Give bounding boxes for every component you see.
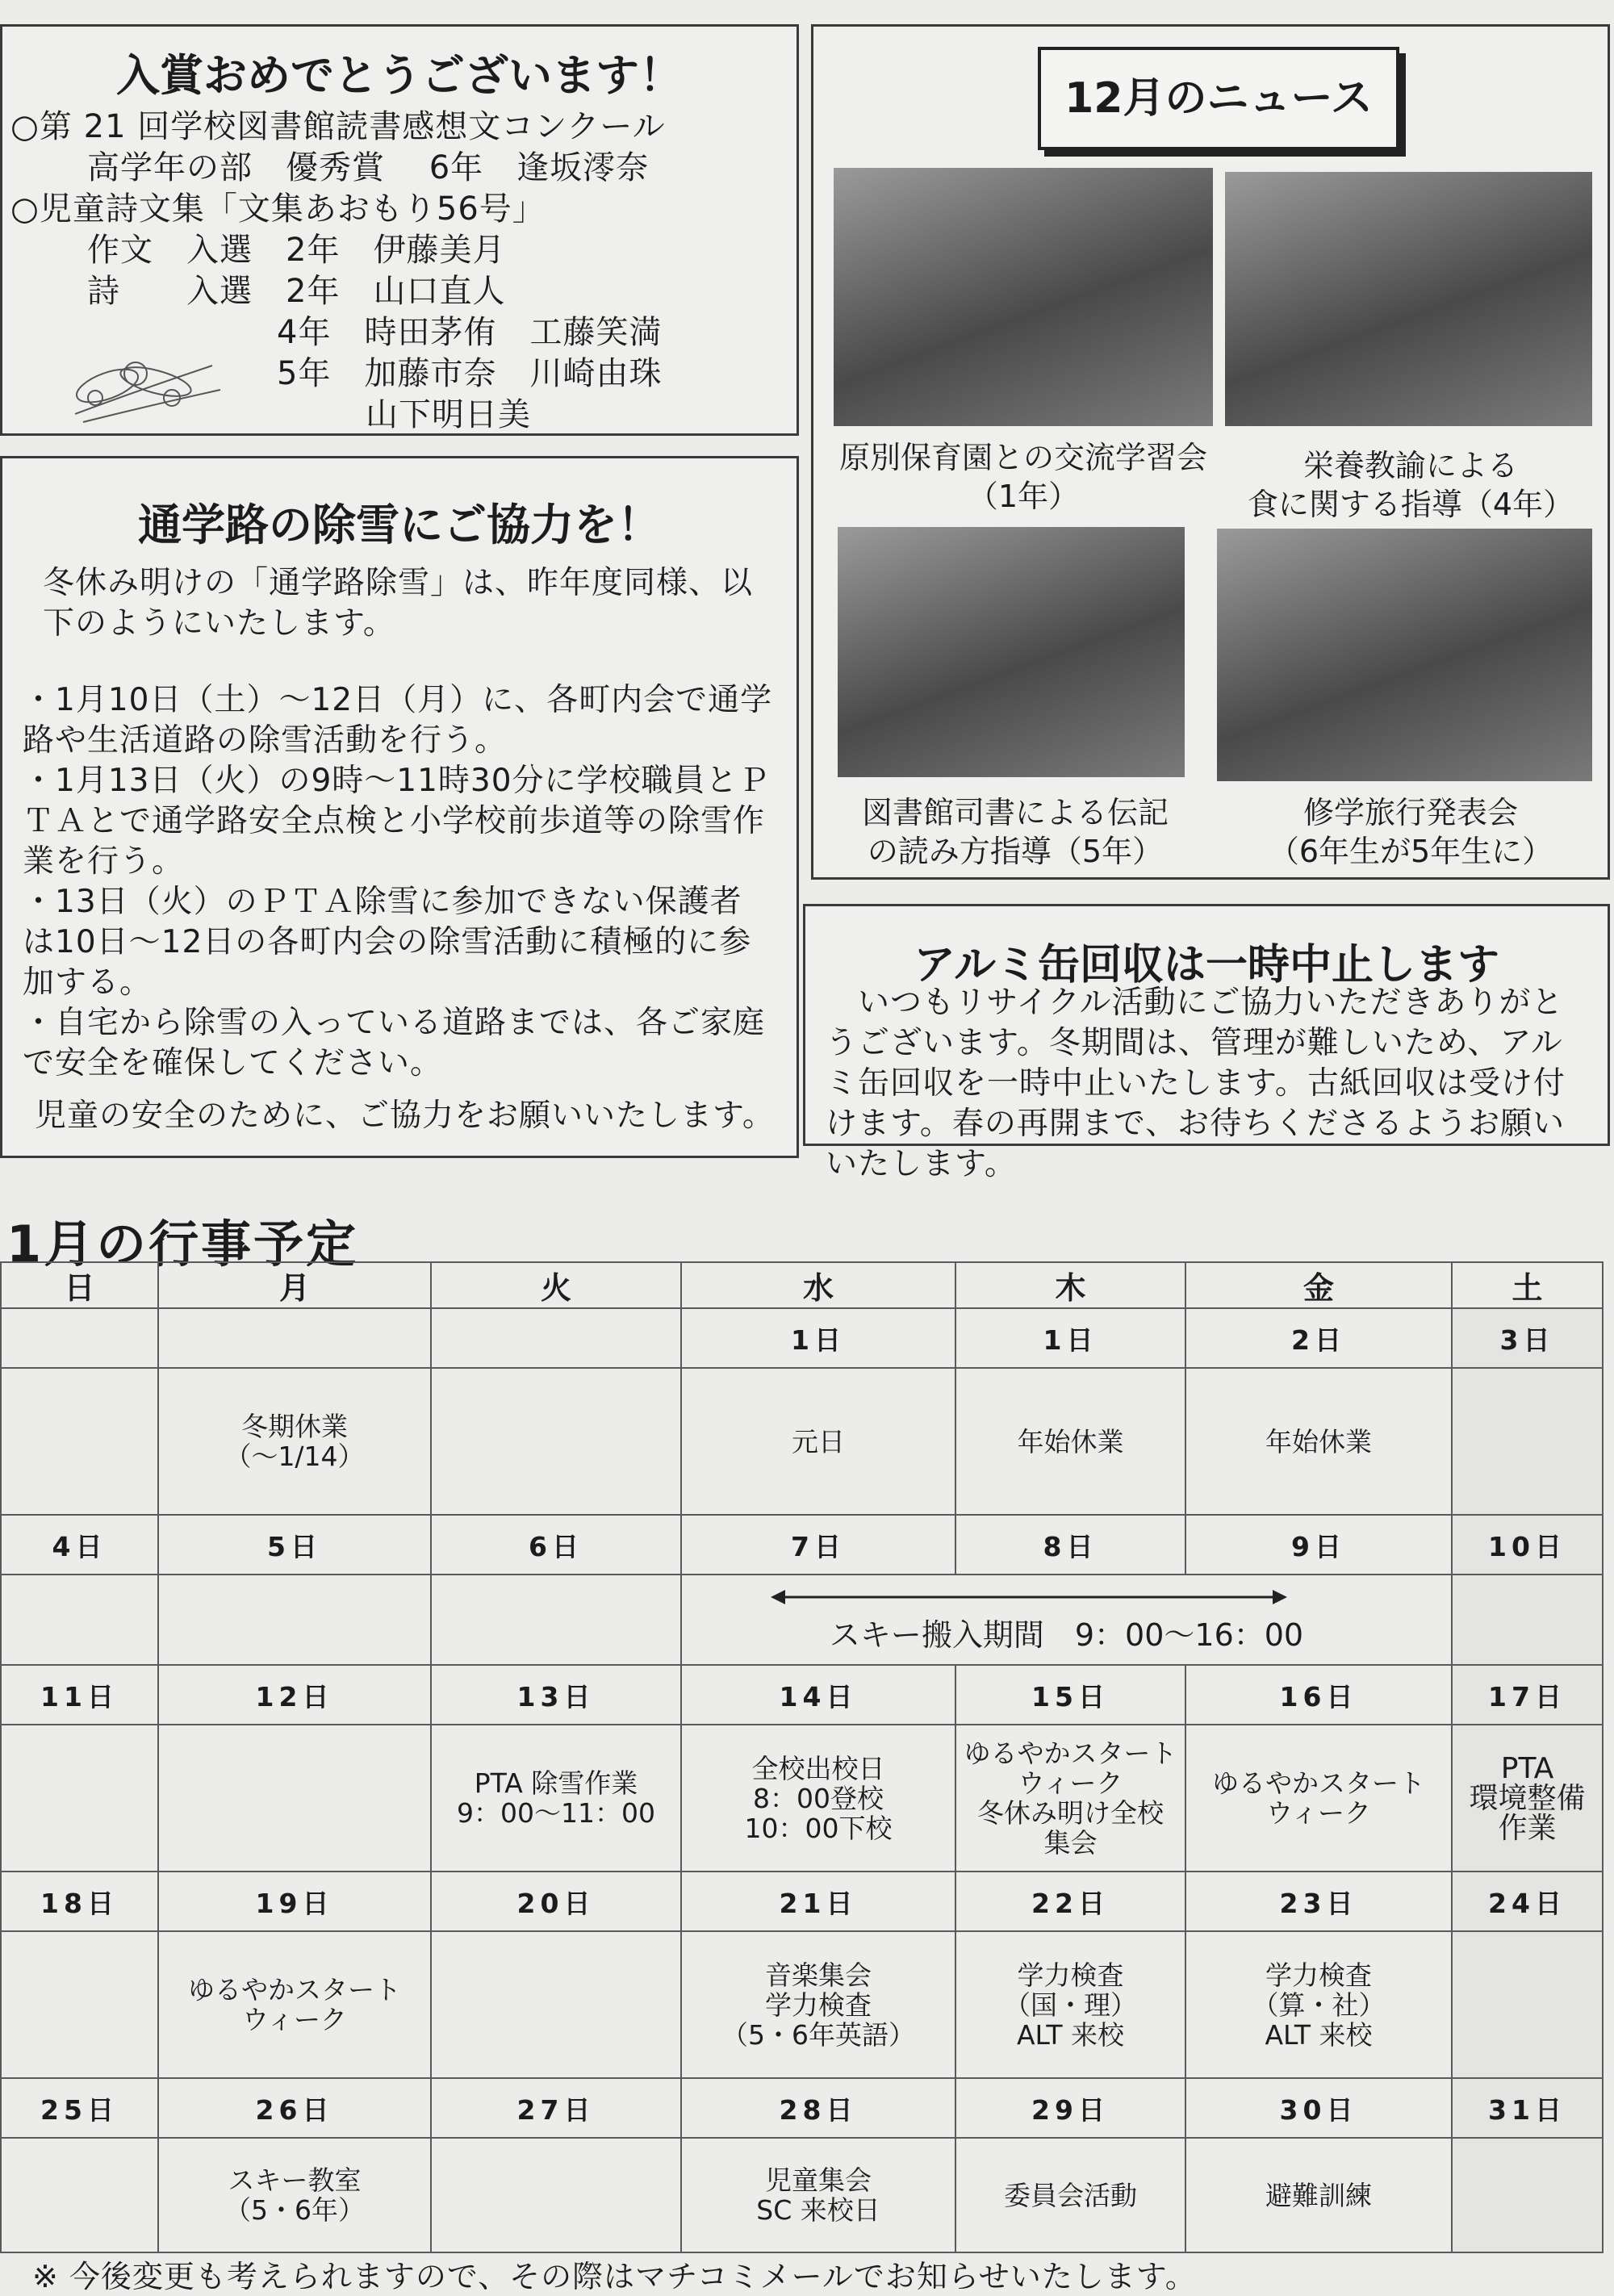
event-cell: 冬期休業 （〜1/14） [158,1368,431,1515]
event-cell: 避難訓練 [1185,2138,1452,2252]
week-date-row [1,2078,1603,2138]
date-cell: 2日 [1185,1308,1452,1368]
week-event-row [1,1725,1603,1872]
date-cell: 12日 [158,1665,431,1725]
week-event-row [1,1931,1603,2078]
event-cell: 元日 [681,1368,955,1515]
news-caption: 修学旅行発表会 （6年生が5年生に） [1268,795,1553,869]
event-cell [1,1575,158,1665]
event-cell: 学力検査 （算・社） ALT 来校 [1185,1931,1452,2078]
event-cell: 委員会活動 [955,2138,1185,2252]
news-caption: 図書館司書による伝記 の読み方指導（5年） [861,795,1169,869]
event-cell [1,1725,158,1872]
date-cell: 29日 [955,2078,1185,2138]
news-title-frame [1038,47,1399,150]
award-line: 山下明日美 [366,396,531,433]
weekday-wed: 水 [681,1262,955,1308]
date-cell: 11日 [1,1665,158,1725]
date-cell: 31日 [1452,2078,1603,2138]
event-cell [1452,1575,1603,1665]
date-cell: 20日 [431,1872,681,1931]
award-line: ○第 21 回学校図書館読書感想文コンクール [10,108,666,145]
date-cell: 1日 [955,1308,1185,1368]
event-cell: 児童集会 SC 来校日 [681,2138,955,2252]
snow-title: 通学路の除雪にご協力を！ [138,500,661,550]
event-cell: ゆるやかスタートウィーク 冬休み明け全校 集会 [955,1725,1185,1872]
event-cell [158,1725,431,1872]
award-line: 5年 加藤市奈 川崎由珠 [277,355,663,392]
award-line: 4年 時田茅侑 工藤笑満 [277,314,663,351]
week-event-row [1,1575,1603,1665]
news-photo-4 [1217,529,1592,781]
snow-bullet: ・13日（火）のＰＴＡ除雪に参加できない保護者は10日〜12日の各町内会の除雪活動に積極的に参加する。 [23,884,752,1001]
event-cell: PTA 除雪作業 9：00〜11：00 [431,1725,681,1872]
date-cell: 3日 [1452,1308,1603,1368]
week-event-row [1,1368,1603,1515]
date-cell: 14日 [681,1665,955,1725]
alumi-body: いつもリサイクル活動にご協力いただきありがとうございます。冬期間は、管理が難しいため、アルミ缶回収を一時中止いたします。古紙回収は受け付けます。春の再開まで、お待ちくださるようお願いいたします。 [826,985,1566,1182]
date-cell: 17日 [1452,1665,1603,1725]
weekday-thu: 木 [955,1262,1185,1308]
event-cell [158,1575,431,1665]
award-line: 作文 入選 2年 伊藤美月 [87,232,506,269]
event-cell [1452,1368,1603,1515]
awards-box [0,24,799,436]
date-cell: 28日 [681,2078,955,2138]
calendar-title: 1月の行事予定 [6,1215,359,1273]
date-cell: 6日 [431,1515,681,1575]
date-cell: 8日 [955,1515,1185,1575]
week-date-row [1,1308,1603,1368]
event-cell: スキー教室 （5・6年） [158,2138,431,2252]
event-cell: PTA 環境整備 作業 [1452,1725,1603,1872]
date-cell: 5日 [158,1515,431,1575]
ski-delivery-period: スキー搬入期間 9：00〜16：00 [829,1616,1304,1653]
award-line: ○児童詩文集「文集あおもり56号」 [10,190,546,228]
event-cell: 学力検査 （国・理） ALT 来校 [955,1931,1185,2078]
date-cell: 9日 [1185,1515,1452,1575]
date-cell: 13日 [431,1665,681,1725]
award-line: 詩 入選 2年 山口直人 [87,273,506,310]
date-cell: 7日 [681,1515,955,1575]
date-cell: 25日 [1,2078,158,2138]
snow-bullet: ・1月13日（火）の9時〜11時30分に学校職員とＰＴＡとで通学路安全点検と小学校前歩道等の除雪作業を行う。 [23,763,771,880]
news-photo-3 [838,527,1185,777]
event-cell [431,2138,681,2252]
calendar-footnote: ※ 今後変更も考えられますので、その際はマチコミメールでお知らせいたします。 [32,2259,1197,2294]
event-cell: ゆるやかスタート ウィーク [1185,1725,1452,1872]
event-cell [431,1368,681,1515]
snow-bullet: ・自宅から除雪の入っている道路までは、各ご家庭で安全を確保してください。 [23,1005,766,1081]
week-date-row [1,1872,1603,1931]
date-cell: 21日 [681,1872,955,1931]
event-cell [1452,1931,1603,2078]
news-photo-2 [1225,172,1592,426]
date-cell: 30日 [1185,2078,1452,2138]
news-photo-1 [834,168,1213,426]
snow-closing: 児童の安全のために、ご協力をお願いいたします。 [35,1098,775,1134]
event-cell: 年始休業 [955,1368,1185,1515]
date-cell: 1日 [681,1308,955,1368]
weekday-header-row [1,1262,1603,1308]
date-cell: 4日 [1,1515,158,1575]
date-cell: 26日 [158,2078,431,2138]
news-box [811,24,1610,880]
event-calendar [0,1261,1604,2253]
event-cell [1452,2138,1603,2252]
date-cell: 19日 [158,1872,431,1931]
event-cell: 年始休業 [1185,1368,1452,1515]
weekday-sun: 日 [1,1262,158,1308]
date-cell [431,1308,681,1368]
event-cell [431,1575,681,1665]
event-cell: ゆるやかスタート ウィーク [158,1931,431,2078]
range-arrow-icon [771,1585,1287,1609]
news-caption: 原別保育園との交流学習会 （1年） [838,440,1207,514]
date-cell: 24日 [1452,1872,1603,1931]
date-cell: 18日 [1,1872,158,1931]
date-cell [1,1308,158,1368]
event-cell [1,2138,158,2252]
weekday-sat: 土 [1452,1262,1603,1308]
date-cell: 27日 [431,2078,681,2138]
weekday-mon: 月 [158,1262,431,1308]
event-cell [1,1931,158,2078]
date-cell [158,1308,431,1368]
event-cell: 音楽集会 学力検査 （5・6年英語） [681,1931,955,2078]
weekday-tue: 火 [431,1262,681,1308]
alumi-title: アルミ缶回収は一時中止します [914,941,1499,989]
aluminum-can-box [803,904,1610,1182]
flower-illustration [59,341,228,430]
week-date-row [1,1515,1603,1575]
award-line: 高学年の部 優秀賞 6年 逢坂澪奈 [87,149,650,186]
date-cell: 10日 [1452,1515,1603,1575]
event-cell: 全校出校日 8：00登校 10：00下校 [681,1725,955,1872]
week-event-row [1,2138,1603,2252]
awards-title: 入賞おめでとうございます！ [116,50,683,101]
week-date-row [1,1665,1603,1725]
ski-delivery-period-cell [681,1575,1452,1665]
event-cell [431,1931,681,2078]
snow-intro: 冬休み明けの「通学路除雪」は、昨年度同様、以下のようにいたします。 [43,565,754,642]
news-caption: 栄養教諭による 食に関する指導（4年） [1247,448,1574,522]
date-cell: 22日 [955,1872,1185,1931]
date-cell: 15日 [955,1665,1185,1725]
date-cell: 16日 [1185,1665,1452,1725]
news-title: 12月のニュース [1064,74,1373,123]
weekday-fri: 金 [1185,1262,1452,1308]
snow-bullet: ・1月10日（土）〜12日（月）に、各町内会で通学路や生活道路の除雪活動を行う。 [23,682,773,759]
event-cell [1,1368,158,1515]
snow-removal-box [0,456,799,1158]
date-cell: 23日 [1185,1872,1452,1931]
